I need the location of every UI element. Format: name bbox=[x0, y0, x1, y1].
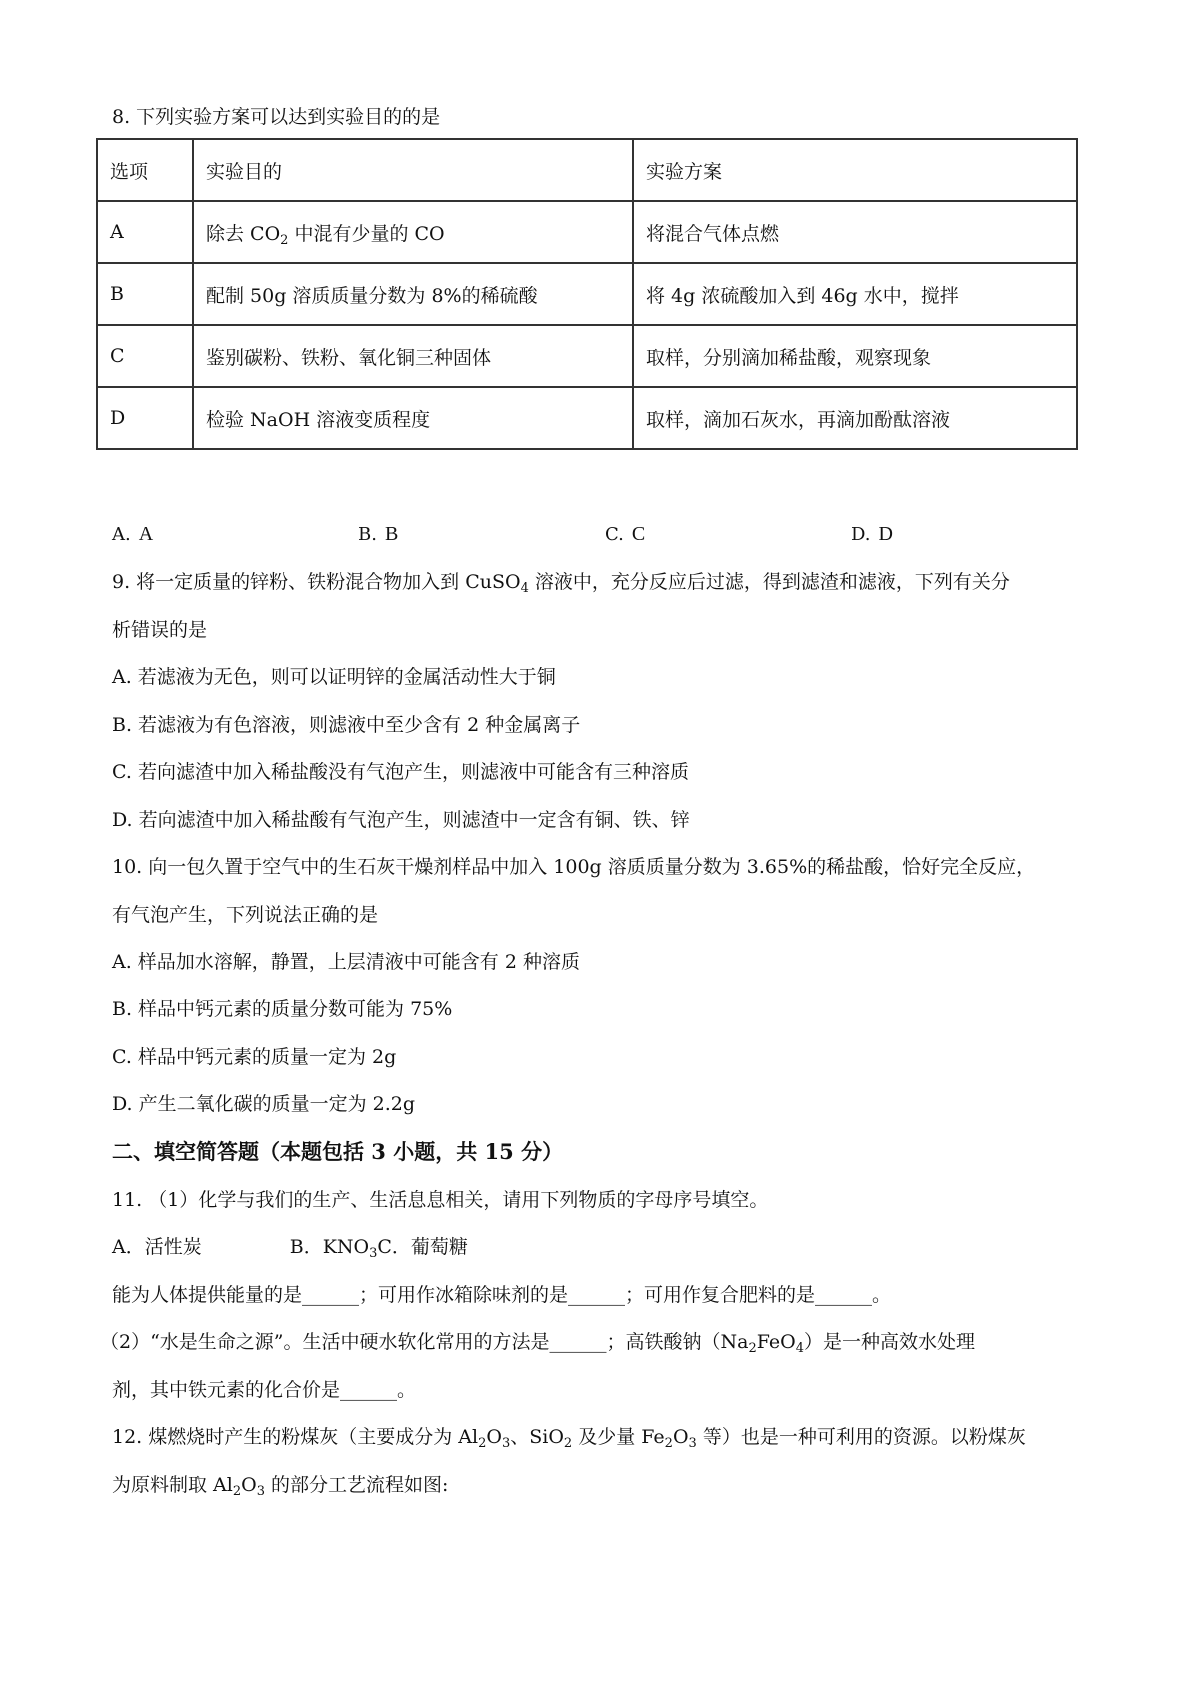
q10-option-d: D. 产生二氧化碳的质量一定为 2.2g bbox=[112, 1093, 416, 1115]
row-goal: 配制 50g 溶质质量分数为 8%的稀硫酸 bbox=[193, 263, 633, 325]
q10-option-b: B. 样品中钙元素的质量分数可能为 75% bbox=[112, 998, 453, 1020]
row-option: B bbox=[97, 263, 193, 325]
row-plan: 取样，滴加石灰水，再滴加酚酞溶液 bbox=[633, 387, 1077, 449]
q12-stem: 12. 煤燃烧时产生的粉煤灰（主要成分为 $Al_2O_3$、SiO$_2$ 及少量 $Fe_2O_3$ 等）也是一种可利用的资源。以粉煤灰 bbox=[112, 1426, 1026, 1451]
q11-option-a: A．活性炭 bbox=[112, 1236, 202, 1258]
header-plan: 实验方案 bbox=[633, 139, 1077, 201]
table-row bbox=[97, 201, 1077, 263]
row-option: D bbox=[97, 387, 193, 449]
row-plan: 取样，分别滴加稀盐酸，观察现象 bbox=[633, 325, 1077, 387]
row-option: A bbox=[97, 201, 193, 263]
q9-stem-cont: 析错误的是 bbox=[112, 619, 208, 641]
header-goal: 实验目的 bbox=[193, 139, 633, 201]
q10-option-c: C. 样品中钙元素的质量一定为 2g bbox=[112, 1046, 397, 1068]
q11-part2-cont: 剂，其中铁元素的化合价是______。 bbox=[112, 1379, 417, 1401]
q10-option-a: A. 样品加水溶解，静置，上层清液中可能含有 2 种溶质 bbox=[112, 951, 580, 973]
table-row bbox=[97, 263, 1077, 325]
answer-choice-d[interactable]: D. D bbox=[851, 523, 893, 545]
row-option: C bbox=[97, 325, 193, 387]
answer-choice-b[interactable]: B. B bbox=[358, 523, 399, 545]
q12-stem-cont: 为原料制取 $Al_2O_3$ 的部分工艺流程如图: bbox=[112, 1474, 449, 1499]
table-header-row bbox=[97, 139, 1077, 201]
row-plan: 将混合气体点燃 bbox=[633, 201, 1077, 263]
q11-stem: 11. （1）化学与我们的生产、生活息息相关，请用下列物质的字母序号填空。 bbox=[112, 1189, 769, 1211]
header-option: 选项 bbox=[97, 139, 193, 201]
q11-option-c: C．葡萄糖 bbox=[377, 1236, 468, 1258]
row-goal: 鉴别碳粉、铁粉、氧化铜三种固体 bbox=[193, 325, 633, 387]
table-row bbox=[97, 387, 1077, 449]
row-plan: 将 4g 浓硫酸加入到 46g 水中，搅拌 bbox=[633, 263, 1077, 325]
q10-stem-cont: 有气泡产生，下列说法正确的是 bbox=[112, 904, 379, 926]
q9-option-b: B. 若滤液为有色溶液，则滤液中至少含有 2 种金属离子 bbox=[112, 714, 581, 736]
answer-choice-a[interactable]: A. A bbox=[112, 523, 154, 545]
q8-stem: 8. 下列实验方案可以达到实验目的的是 bbox=[112, 106, 441, 128]
row-goal: 检验 NaOH 溶液变质程度 bbox=[193, 387, 633, 449]
q11-part2: （2）“水是生命之源”。生活中硬水软化常用的方法是______；高铁酸钠$(Na_2FeO_4)$是一种高效水处理 bbox=[100, 1331, 976, 1356]
q11-blanks-line: 能为人体提供能量的是______；可用作冰箱除味剂的是______；可用作复合肥料的是______。 bbox=[112, 1284, 892, 1306]
q9-option-a: A. 若滤液为无色，则可以证明锌的金属活动性大于铜 bbox=[112, 666, 556, 688]
q11-option-b: B．$KNO_3$ bbox=[289, 1236, 378, 1261]
q9-option-d: D. 若向滤渣中加入稀盐酸有气泡产生，则滤渣中一定含有铜、铁、锌 bbox=[112, 809, 690, 831]
q8-table bbox=[96, 138, 1078, 450]
answer-choice-c[interactable]: C. C bbox=[605, 523, 646, 545]
q10-stem: 10. 向一包久置于空气中的生石灰干燥剂样品中加入 100g 溶质质量分数为 3.65%的稀盐酸，恰好完全反应， bbox=[112, 856, 1036, 878]
q9-option-c: C. 若向滤渣中加入稀盐酸没有气泡产生，则滤液中可能含有三种溶质 bbox=[112, 761, 689, 783]
row-goal: 除去 $CO_2$ 中混有少量的 CO bbox=[193, 201, 633, 263]
q9-stem: 9. 将一定质量的锌粉、铁粉混合物加入到 CuSO$_4$ 溶液中，充分反应后过滤，得到滤渣和滤液，下列有关分 bbox=[112, 571, 1010, 596]
q11-options bbox=[112, 1235, 468, 1259]
table-row bbox=[97, 325, 1077, 387]
section-heading: 二、填空简答题（本题包括 3 小题，共 15 分） bbox=[112, 1139, 564, 1164]
